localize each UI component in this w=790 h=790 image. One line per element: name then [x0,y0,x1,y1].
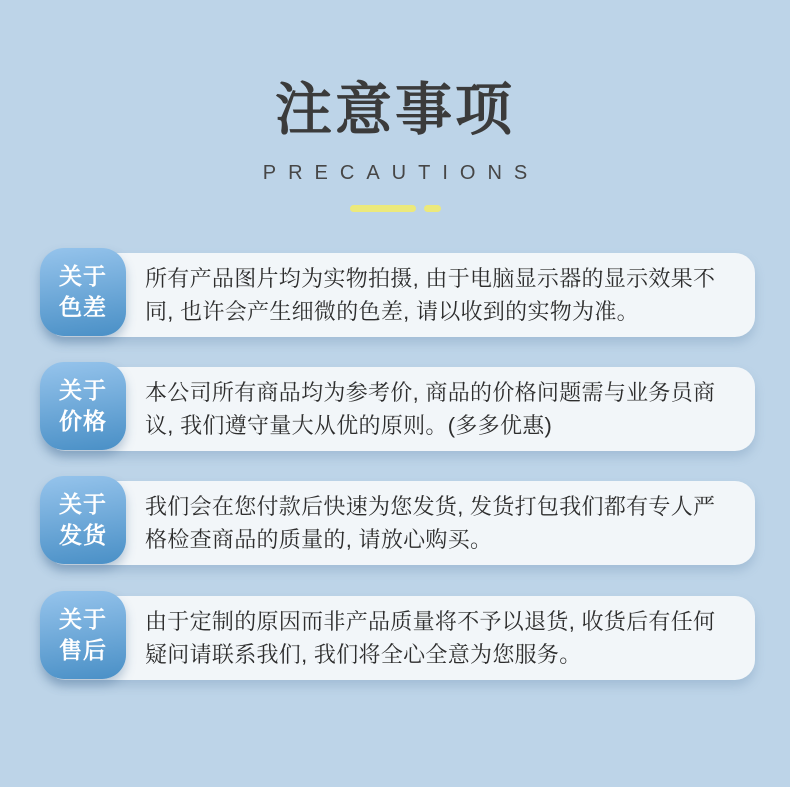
badge-label-line2: 发货 [59,522,107,548]
badge-label-line2: 价格 [59,408,107,434]
section-header [0,0,790,212]
notice-card-after-sales [45,596,755,680]
badge-label-line1: 关于 [59,377,107,403]
notice-badge [40,591,126,679]
notice-card-color-difference [45,253,755,337]
badge-label-line2: 色差 [59,294,107,320]
badge-label-line1: 关于 [59,263,107,289]
badge-label-line2: 售后 [59,637,107,663]
badge-label-line1: 关于 [59,491,107,517]
notice-card-shipping [45,481,755,565]
notice-card-price [45,367,755,451]
underline-dash-long [350,205,416,212]
notice-card-body [45,253,755,337]
notice-badge [40,362,126,450]
notice-text: 由于定制的原因而非产品质量将不予以退货, 收货后有任何疑问请联系我们, 我们将全心全意为您服务。 [145,609,716,667]
page-subtitle: PRECAUTIONS [262,162,540,184]
notice-card-body [45,481,755,565]
notice-text: 我们会在您付款后快速为您发货, 发货打包我们都有专人严格检查商品的质量的, 请放心购买。 [145,494,716,552]
notice-card-body [45,367,755,451]
notice-text: 本公司所有商品均为参考价, 商品的价格问题需与业务员商议, 我们遵守量大从优的原则。(多多优惠) [145,380,716,438]
underline-dash-short [424,205,441,212]
page-title: 注意事项 [275,78,515,142]
notice-badge [40,476,126,564]
notice-card-body [45,596,755,680]
notice-badge [40,248,126,336]
title-underline [0,205,790,212]
notice-text: 所有产品图片均为实物拍摄, 由于电脑显示器的显示效果不同, 也许会产生细微的色差, 请以收到的实物为准。 [145,266,716,324]
badge-label-line1: 关于 [59,606,107,632]
